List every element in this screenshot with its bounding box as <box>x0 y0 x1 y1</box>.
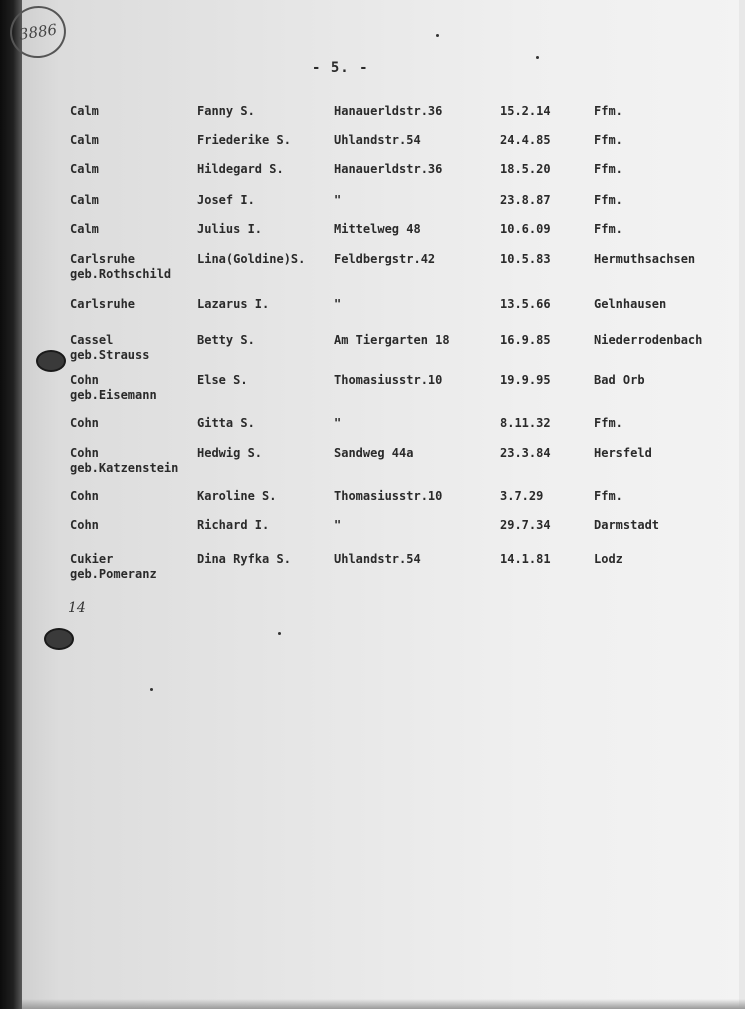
address-cell <box>334 162 442 177</box>
birth-date-cell <box>500 193 551 208</box>
address-cell-text: Mittelweg 48 <box>334 222 421 236</box>
birth-date-cell-text: 8.11.32 <box>500 416 551 430</box>
birth-date-cell-text: 3.7.29 <box>500 489 544 503</box>
margin-mark: 14 <box>68 600 86 616</box>
surname-cell-text: Calm <box>70 193 99 207</box>
birth-date-cell-text: 10.6.09 <box>500 222 551 236</box>
given-name-cell-text: Karoline S. <box>197 489 277 503</box>
birth-date-cell <box>500 333 551 348</box>
birthplace-cell <box>594 373 645 388</box>
maiden-name-text: geb.Rothschild <box>70 267 172 281</box>
given-name-cell-text: Hildegard S. <box>197 162 284 176</box>
birthplace-cell-text: Ffm. <box>594 162 623 176</box>
speck <box>150 688 153 691</box>
maiden-name-text: geb.Eisemann <box>70 388 157 402</box>
given-name-cell <box>197 252 305 267</box>
birth-date-cell-text: 13.5.66 <box>500 297 551 311</box>
birthplace-cell-text: Bad Orb <box>594 373 645 387</box>
birthplace-cell-text: Darmstadt <box>594 518 660 532</box>
address-cell <box>334 104 442 119</box>
birthplace-cell <box>594 518 659 533</box>
surname-cell <box>70 489 99 504</box>
page-right-edge <box>739 0 745 1009</box>
birth-date-cell-text: 23.8.87 <box>500 193 551 207</box>
birthplace-cell-text: Ffm. <box>594 416 623 430</box>
address-cell <box>334 297 341 312</box>
given-name-cell <box>197 297 269 312</box>
birthplace-cell <box>594 162 623 177</box>
given-name-cell <box>197 518 269 533</box>
given-name-cell <box>197 104 255 119</box>
birthplace-cell-text: Ffm. <box>594 222 623 236</box>
surname-cell <box>70 552 157 582</box>
address-cell-text: Hanauerldstr.36 <box>334 104 443 118</box>
address-cell-text: Thomasiusstr.10 <box>334 489 443 503</box>
address-cell <box>334 252 435 267</box>
birthplace-cell-text: Gelnhausen <box>594 297 667 311</box>
given-name-cell-text: Lazarus I. <box>197 297 270 311</box>
address-cell-text: Feldbergstr.42 <box>334 252 436 266</box>
given-name-cell-text: Fanny S. <box>197 104 255 118</box>
surname-cell <box>70 518 99 533</box>
given-name-cell-text: Josef I. <box>197 193 255 207</box>
surname-cell <box>70 162 99 177</box>
surname-cell <box>70 133 99 148</box>
stamp-number: 3886 <box>17 20 59 44</box>
birth-date-cell <box>500 446 551 461</box>
birthplace-cell-text: Ffm. <box>594 193 623 207</box>
surname-cell-text: Calm <box>70 162 99 176</box>
surname-cell-text: Cohn <box>70 518 99 532</box>
birthplace-cell <box>594 552 623 567</box>
birth-date-cell-text: 10.5.83 <box>500 252 551 266</box>
given-name-cell <box>197 552 291 567</box>
birth-date-cell <box>500 222 551 237</box>
surname-cell-text: Calm <box>70 222 99 236</box>
surname-cell-text: Carlsruhe <box>70 297 136 311</box>
birth-date-cell <box>500 416 551 431</box>
surname-cell-text: Cohn <box>70 416 99 430</box>
surname-cell-text: Cukier <box>70 552 114 566</box>
given-name-cell <box>197 489 276 504</box>
given-name-cell-text: Hedwig S. <box>197 446 263 460</box>
given-name-cell <box>197 222 262 237</box>
surname-cell <box>70 222 99 237</box>
birthplace-cell-text: Lodz <box>594 552 623 566</box>
surname-cell-text: Calm <box>70 104 99 118</box>
given-name-cell <box>197 373 248 388</box>
address-cell <box>334 222 421 237</box>
scan-dark-margin <box>0 0 22 1009</box>
speck <box>436 34 439 37</box>
given-name-cell <box>197 133 291 148</box>
speck <box>278 632 281 635</box>
address-cell-text: Thomasiusstr.10 <box>334 373 443 387</box>
address-cell-text: Am Tiergarten 18 <box>334 333 450 347</box>
birthplace-cell <box>594 416 623 431</box>
birthplace-cell-text: Ffm. <box>594 104 623 118</box>
given-name-cell-text: Betty S. <box>197 333 255 347</box>
birth-date-cell <box>500 552 551 567</box>
address-cell-text: " <box>334 297 342 311</box>
address-cell-text: " <box>334 518 342 532</box>
birth-date-cell-text: 19.9.95 <box>500 373 551 387</box>
address-cell <box>334 416 341 431</box>
address-cell-text: Hanauerldstr.36 <box>334 162 443 176</box>
birth-date-cell-text: 18.5.20 <box>500 162 551 176</box>
address-cell-text: Sandweg 44a <box>334 446 414 460</box>
surname-cell-text: Cohn <box>70 446 99 460</box>
page-number: - 5. - <box>312 60 369 76</box>
speck <box>536 56 539 59</box>
birth-date-cell-text: 16.9.85 <box>500 333 551 347</box>
given-name-cell <box>197 193 255 208</box>
maiden-name-text: geb.Katzenstein <box>70 461 179 475</box>
birthplace-cell <box>594 297 666 312</box>
surname-cell <box>70 446 178 476</box>
birthplace-cell-text: Ffm. <box>594 489 623 503</box>
surname-cell-text: Carlsruhe <box>70 252 136 266</box>
birth-date-cell-text: 15.2.14 <box>500 104 551 118</box>
surname-cell <box>70 252 171 282</box>
address-cell <box>334 518 341 533</box>
given-name-cell-text: Dina Ryfka S. <box>197 552 291 566</box>
birthplace-cell-text: Hersfeld <box>594 446 652 460</box>
binder-hole-icon <box>44 628 74 650</box>
surname-cell-text: Cohn <box>70 373 99 387</box>
birthplace-cell-text: Niederrodenbach <box>594 333 703 347</box>
birthplace-cell-text: Ffm. <box>594 133 623 147</box>
maiden-name-text: geb.Strauss <box>70 348 150 362</box>
address-cell-text: " <box>334 193 342 207</box>
birth-date-cell <box>500 373 551 388</box>
birth-date-cell-text: 23.3.84 <box>500 446 551 460</box>
maiden-name-text: geb.Pomeranz <box>70 567 157 581</box>
birth-date-cell-text: 24.4.85 <box>500 133 551 147</box>
address-cell-text: Uhlandstr.54 <box>334 552 421 566</box>
address-cell <box>334 446 413 461</box>
birthplace-cell <box>594 446 652 461</box>
birthplace-cell <box>594 489 623 504</box>
birthplace-cell <box>594 193 623 208</box>
address-cell <box>334 193 341 208</box>
given-name-cell <box>197 446 262 461</box>
surname-cell-text: Cassel <box>70 333 114 347</box>
surname-cell <box>70 297 135 312</box>
surname-cell <box>70 373 157 403</box>
birthplace-cell <box>594 104 623 119</box>
surname-cell <box>70 333 149 363</box>
surname-cell-text: Cohn <box>70 489 99 503</box>
surname-cell <box>70 193 99 208</box>
given-name-cell <box>197 416 255 431</box>
given-name-cell <box>197 162 284 177</box>
given-name-cell-text: Gitta S. <box>197 416 255 430</box>
birth-date-cell <box>500 489 543 504</box>
birthplace-cell-text: Hermuthsachsen <box>594 252 696 266</box>
given-name-cell-text: Julius I. <box>197 222 263 236</box>
birth-date-cell-text: 14.1.81 <box>500 552 551 566</box>
address-cell <box>334 489 442 504</box>
address-cell-text: Uhlandstr.54 <box>334 133 421 147</box>
birthplace-cell <box>594 133 623 148</box>
page-bottom-shadow <box>22 999 745 1009</box>
birth-date-cell <box>500 252 551 267</box>
surname-cell <box>70 104 99 119</box>
address-cell <box>334 333 450 348</box>
birth-date-cell <box>500 133 551 148</box>
birth-date-cell <box>500 297 551 312</box>
birth-date-cell <box>500 162 551 177</box>
birth-date-cell <box>500 104 551 119</box>
address-cell <box>334 552 421 567</box>
binder-hole-icon <box>36 350 66 372</box>
given-name-cell-text: Lina(Goldine)S. <box>197 252 306 266</box>
birthplace-cell <box>594 222 623 237</box>
birthplace-cell <box>594 333 702 348</box>
address-cell-text: " <box>334 416 342 430</box>
given-name-cell-text: Friederike S. <box>197 133 291 147</box>
birth-date-cell <box>500 518 551 533</box>
given-name-cell-text: Richard I. <box>197 518 270 532</box>
birth-date-cell-text: 29.7.34 <box>500 518 551 532</box>
given-name-cell <box>197 333 255 348</box>
surname-cell <box>70 416 99 431</box>
address-cell <box>334 133 421 148</box>
birthplace-cell <box>594 252 695 267</box>
address-cell <box>334 373 442 388</box>
given-name-cell-text: Else S. <box>197 373 248 387</box>
surname-cell-text: Calm <box>70 133 99 147</box>
